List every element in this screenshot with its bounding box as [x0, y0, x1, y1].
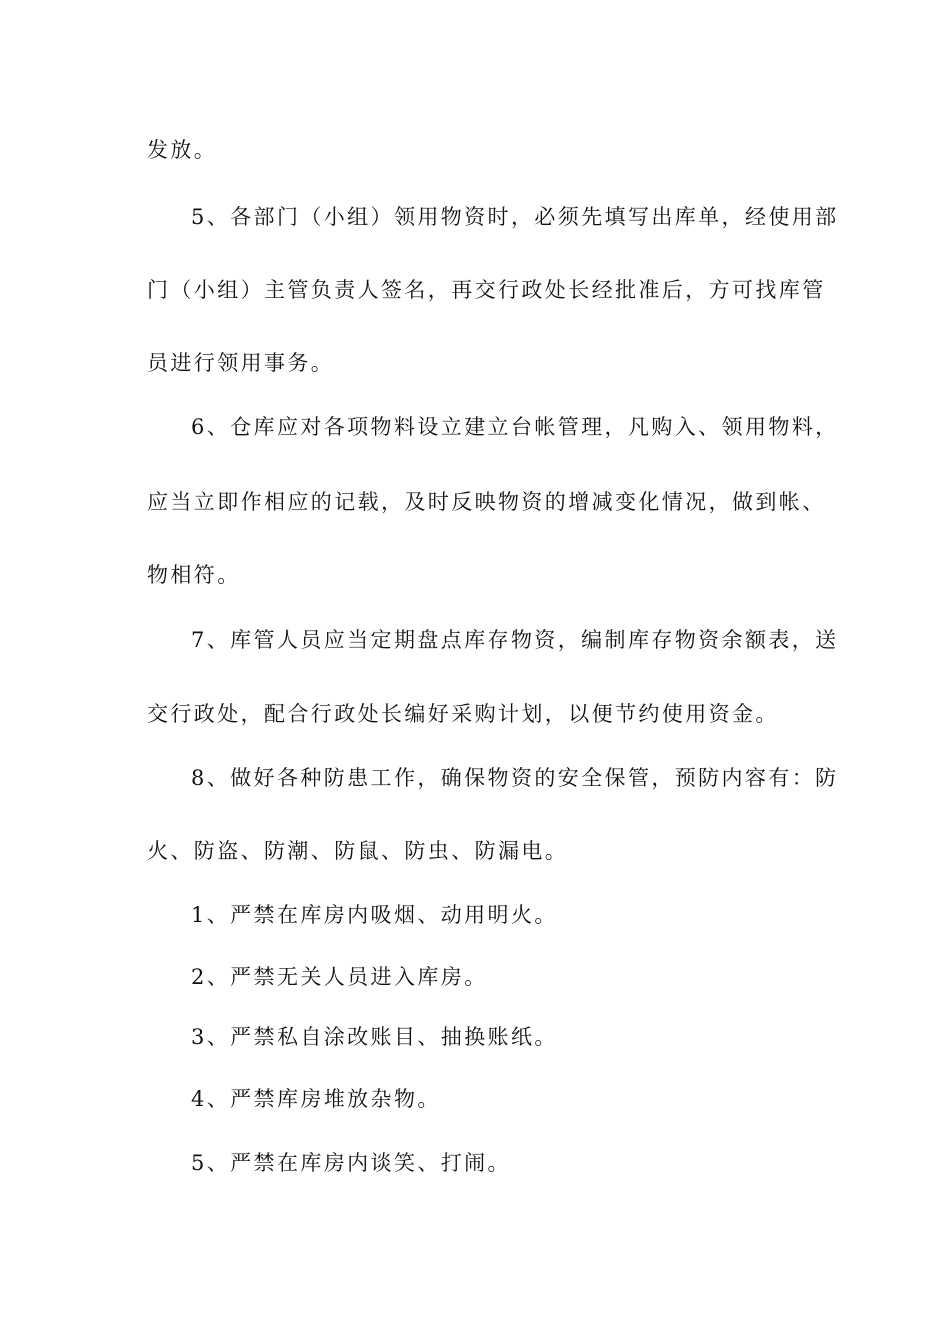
- rule-6-line-2: 应当立即作相应的记载，及时反映物资的增减变化情况，做到帐、: [147, 490, 826, 514]
- prohibition-4: 4、严禁库房堆放杂物。: [191, 1087, 441, 1111]
- prohibition-5: 5、严禁在库房内谈笑、打闹。: [191, 1151, 511, 1175]
- rule-6-line-1: 6、仓库应对各项物料设立建立台帐管理，凡购入、领用物料，: [191, 415, 839, 439]
- rule-7-line-1: 7、库管人员应当定期盘点库存物资，编制库存物资余额表，送: [191, 628, 839, 652]
- rule-5-line-3: 员进行领用事务。: [147, 351, 335, 375]
- paragraph-4-continuation: 发放。: [147, 138, 218, 162]
- rule-5-line-2: 门（小组）主管负责人签名，再交行政处长经批准后，方可找库管: [147, 278, 826, 302]
- rule-8-line-1: 8、做好各种防患工作，确保物资的安全保管，预防内容有：防: [191, 766, 839, 790]
- prohibition-1: 1、严禁在库房内吸烟、动用明火。: [191, 903, 558, 927]
- prohibition-2: 2、严禁无关人员进入库房。: [191, 965, 488, 989]
- rule-6-line-3: 物相符。: [147, 563, 241, 587]
- rule-8-line-2: 火、防盗、防潮、防鼠、防虫、防漏电。: [147, 839, 569, 863]
- prohibition-3: 3、严禁私自涂改账目、抽换账纸。: [191, 1025, 558, 1049]
- rule-5-line-1: 5、各部门（小组）领用物资时，必须先填写出库单，经使用部: [191, 205, 839, 229]
- rule-7-line-2: 交行政处，配合行政处长编好采购计划，以便节约使用资金。: [147, 702, 779, 726]
